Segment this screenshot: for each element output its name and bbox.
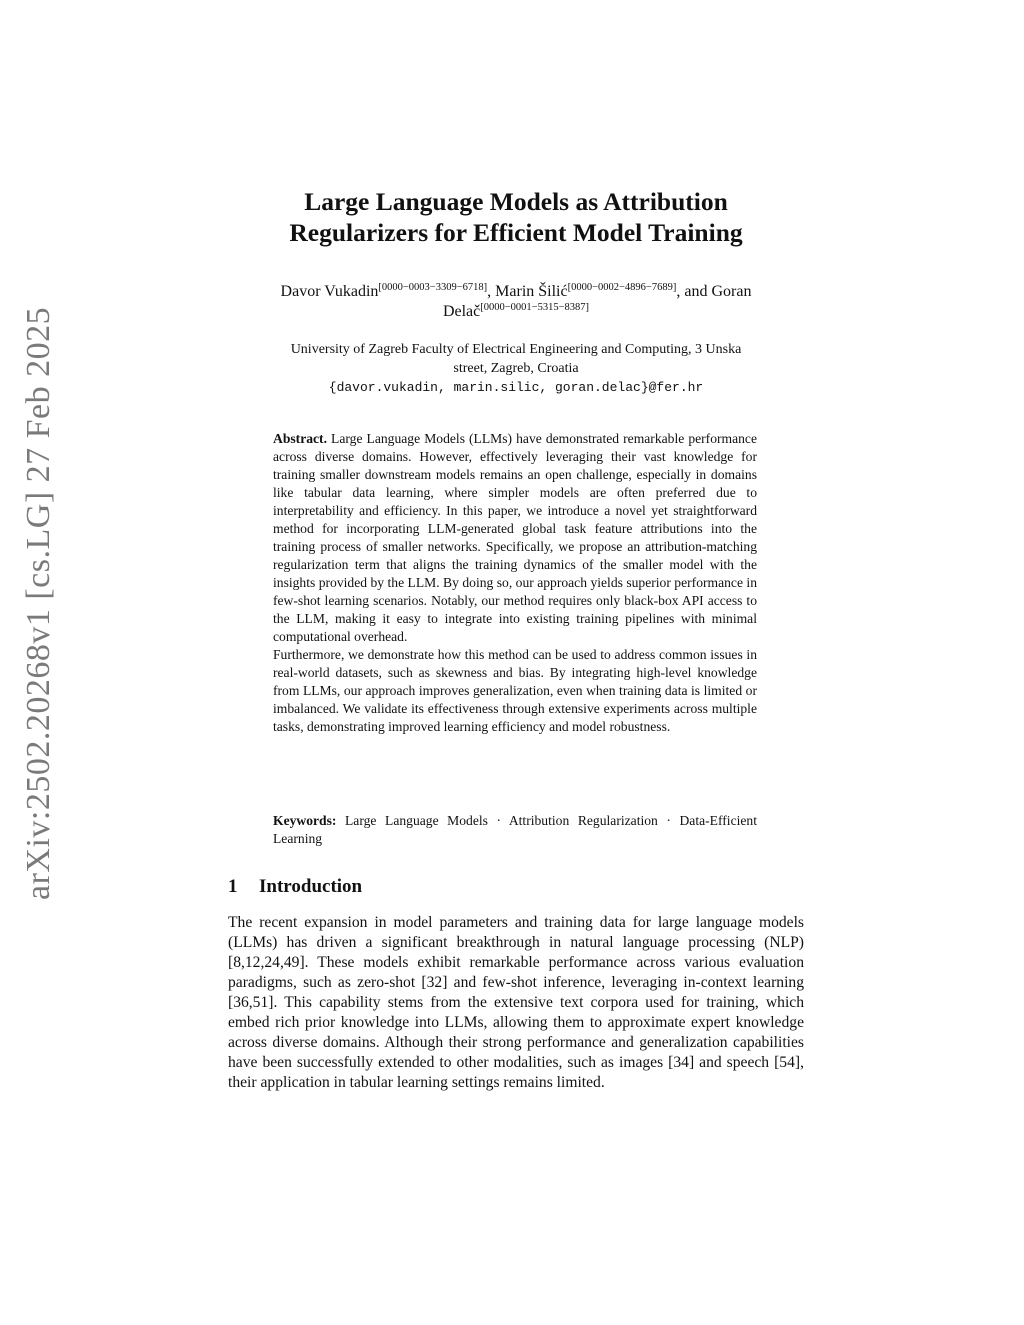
arxiv-identifier-stamp: arXiv:2502.20268v1 [cs.LG] 27 Feb 2025: [20, 306, 57, 900]
abstract-section: [273, 430, 757, 736]
author-name: Marin Šilić: [495, 283, 568, 300]
author-separator: , and Goran: [676, 283, 752, 300]
paper-title-line-1: Large Language Models as Attribution: [304, 187, 728, 216]
section-title: Introduction: [259, 876, 363, 897]
author-orcid: [0000−0003−3309−6718]: [378, 282, 488, 293]
abstract-paragraph-2: Furthermore, we demonstrate how this method can be used to address common issues in real-world datasets, such as skewness and bias. By integrating high-level knowledge from LLMs, our approach improves generalization, even when training data is limited or imbalanced. We validate its effectiveness through extensive experiments across multiple tasks, demonstrating improved learning efficiency and model robustness.: [273, 647, 757, 734]
affiliation-block: [228, 340, 804, 397]
author-orcid: [0000−0002−4896−7689]: [567, 282, 677, 293]
section-number: 1: [228, 876, 238, 897]
section-heading-introduction: [228, 876, 362, 898]
keywords-section: [273, 812, 757, 848]
keywords-text: Large Language Models · Attribution Regularization · Data-Efficient Learning: [273, 813, 757, 846]
author-name: Delač: [442, 303, 481, 320]
author-name: Davor Vukadin: [280, 283, 379, 300]
affiliation-line-2: street, Zagreb, Croatia: [453, 361, 579, 376]
abstract-paragraph-1: [273, 430, 757, 646]
introduction-paragraph: The recent expansion in model parameters and training data for large language models (LLMs) has driven a significant breakthrough in natural language processing (NLP) [8,12,24,49]. These models exhibit remarkable performance across various evaluation paradigms, such as zero-shot [32] and few-shot inference, leveraging in-context learning [36,51]. This capability stems from the extensive text corpora used for training, which embed rich prior knowledge into LLMs, allowing them to approximate expert knowledge across diverse domains. Although their strong performance and generalization capabilities have been successfully extended to other modalities, such as images [34] and speech [54], their application in tabular learning settings remains limited.: [228, 914, 804, 1091]
keywords-label: Keywords:: [273, 813, 337, 828]
abstract-text-1: Large Language Models (LLMs) have demonstrated remarkable performance across diverse domains. However, effectively leveraging their vast knowledge for training smaller downstream models remains an open challenge, especially in domains like tabular data learning, where simpler models are often preferred due to interpretability and efficiency. In this paper, we introduce a novel yet straightforward method for incorporating LLM-generated global task feature attributions into the training process of smaller networks. Specifically, we propose an attribution-matching regularization term that aligns the training dynamics of the smaller model with the insights provided by the LLM. By doing so, our approach yields superior performance in few-shot learning scenarios. Notably, our method requires only black-box API access to the LLM, making it easy to integrate into existing training pipelines with minimal computational overhead.: [273, 431, 757, 644]
paper-title: [228, 186, 804, 248]
paper-title-line-2: Regularizers for Efficient Model Training: [289, 218, 743, 247]
author-separator: ,: [487, 283, 496, 300]
author-list: [228, 282, 804, 322]
abstract-label: Abstract.: [273, 431, 327, 446]
author-orcid: [0000−0001−5315−8387]: [480, 302, 590, 313]
author-emails: {davor.vukadin, marin.silic, goran.delac}@fer.hr: [328, 380, 704, 395]
affiliation-line-1: University of Zagreb Faculty of Electrical Engineering and Computing, 3 Unska: [290, 342, 742, 357]
